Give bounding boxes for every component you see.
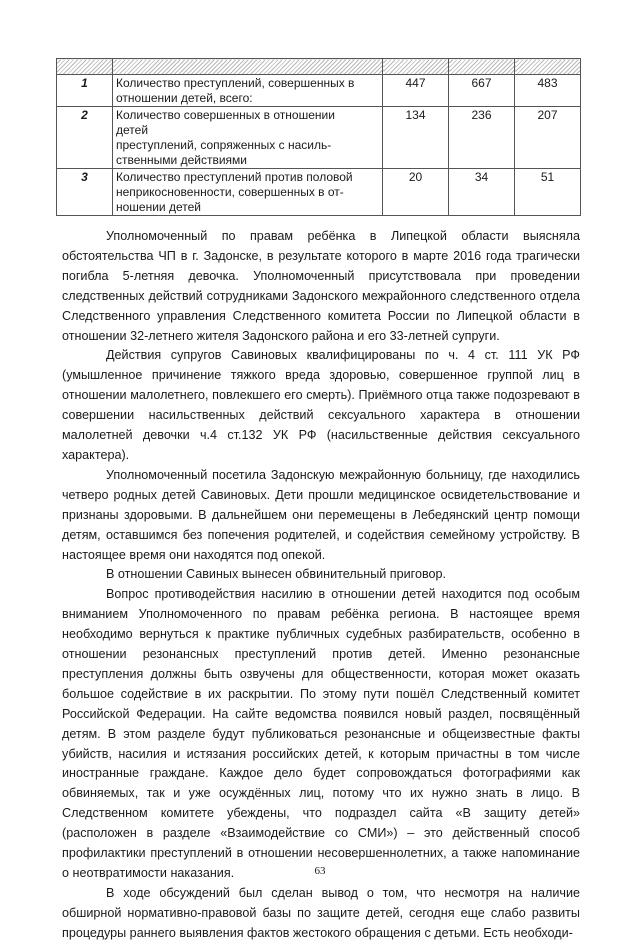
paragraph: В ходе обсуждений был сделан вывод о том, что несмотря на наличие обширной нормативно-правовой базы по защите детей, сегодня еще слабо развиты процедуры раннего выявления фактов жестокого обращения с детьми. Есть необходи- bbox=[62, 885, 580, 940]
row-number: 3 bbox=[57, 169, 113, 216]
row-value-3: 483 bbox=[515, 75, 581, 107]
statistics-table bbox=[56, 58, 581, 216]
header-cell bbox=[449, 59, 515, 75]
row-label: Количество совершенных в отношении детей преступлений, сопряженных с насиль- ственными действиями bbox=[113, 107, 383, 169]
row-value-2: 34 bbox=[449, 169, 515, 216]
paragraph: Уполномоченный по правам ребёнка в Липецкой области выясняла обстоятельства ЧП в г. Задонске, в результате которого в марте 2016 года трагически погибла 5-летняя девочка. Уполномоченный присутствовала при проведении следственных действий сотрудниками Задонского межрайонного следственного отдела Следственного управления Следственного комитета России по Липецкой области в отношении 32-летнего жителя Задонского района и его 33-летней супруги. bbox=[62, 229, 580, 343]
body-text bbox=[62, 227, 580, 944]
header-cell bbox=[57, 59, 113, 75]
header-cell bbox=[515, 59, 581, 75]
paragraph: Действия супругов Савиновых квалифицированы по ч. 4 ст. 111 УК РФ (умышленное причинение тяжкого вреда здоровью, совершенное группой лиц в отношении малолетнего, повлекшего его смерть). Приёмного отца также подозревают в совершении насильственных действий сексуального характера в отношении малолетней девочки ч.4 ст.132 УК РФ (насильственные действия сексуального характера). bbox=[62, 348, 580, 462]
paragraph: Уполномоченный посетила Задонскую межрайонную больницу, где находились четверо родных детей Савиновых. Дети прошли медицинское освидетельствование и признаны здоровыми. В дальнейшем они перемещены в Лебедянский центр помощи детям, оставшимся без попечения родителей, и содействия семейному устройству. В настоящее время они находятся под опекой. bbox=[62, 467, 580, 562]
page-number: 63 bbox=[314, 865, 326, 877]
table-row bbox=[57, 169, 581, 216]
row-value-3: 207 bbox=[515, 107, 581, 169]
row-value-2: 667 bbox=[449, 75, 515, 107]
row-value-2: 236 bbox=[449, 107, 515, 169]
row-value-1: 447 bbox=[383, 75, 449, 107]
row-value-1: 134 bbox=[383, 107, 449, 169]
row-number: 1 bbox=[57, 75, 113, 107]
paragraph: В отношении Савиных вынесен обвинительный приговор. bbox=[106, 567, 447, 582]
table-row bbox=[57, 75, 581, 107]
row-value-1: 20 bbox=[383, 169, 449, 216]
header-cell bbox=[113, 59, 383, 75]
row-label: Количество преступлений, совершенных в отношении детей, всего: bbox=[113, 75, 383, 107]
header-cell bbox=[383, 59, 449, 75]
row-label: Количество преступлений против половой неприкосновенности, совершенных в от- ношении детей bbox=[113, 169, 383, 216]
paragraph: Вопрос противодействия насилию в отношении детей находится под особым вниманием Уполномоченного по правам ребёнка региона. В настоящее время необходимо вернуться к практике публичных судебных разбирательств, особенно в отношении резонансных преступлений против детей. Именно резонансные преступления должны быть озвучены для общественности, которая может оказать большое содействие в их раскрытии. По этому пути пошёл Следственный комитет Российской Федерации. На сайте ведомства появился новый раздел, посвящённый детям. В этом разделе будут публиковаться резонансные и общеизвестные факты убийств, насилия и истязания российских детей, к которым причастны в том числе иностранные граждане. Каждое дело будет сопровождаться фотографиями как обвиняемых, так и уже осуждённых лиц, потому что их нужно знать в лицо. В Следственном комитете убеждены, что подраздел сайта «В защиту детей» (расположен в разделе «Взаимодействие со СМИ») – это действенный способ профилактики преступлений в отношении несовершеннолетних, а также напоминание о неотвратимости наказания. bbox=[62, 587, 580, 880]
table-header-hatched bbox=[57, 59, 581, 75]
table-row bbox=[57, 107, 581, 169]
row-value-3: 51 bbox=[515, 169, 581, 216]
row-number: 2 bbox=[57, 107, 113, 169]
